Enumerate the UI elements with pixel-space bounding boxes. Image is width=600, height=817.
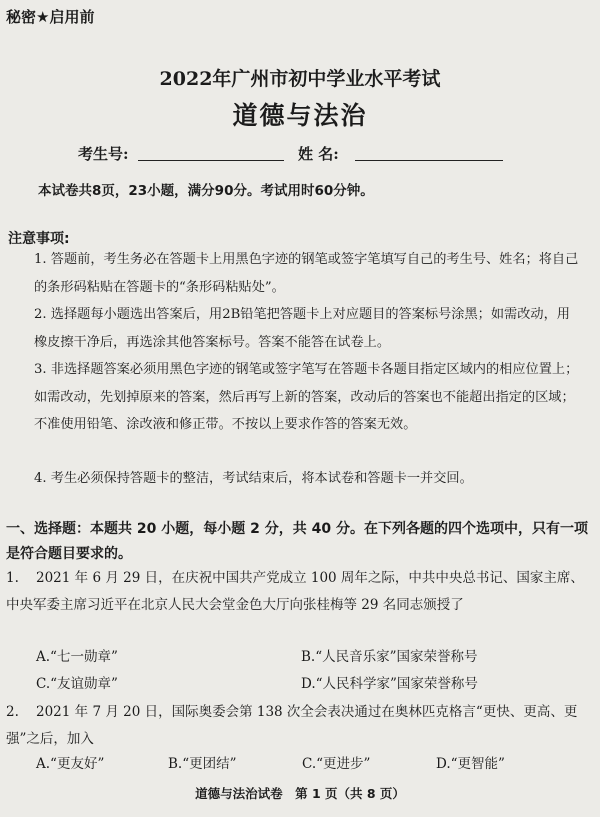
notice-item: 3. 非选择题答案必须用黑色字迹的钢笔或签字笔写在答题卡各题目指定区域内的相应位置上；如需改动，先划掉原来的答案，然后再写上新的答案，改动后的答案也不能超出指定的区域；不准使用铅笔、涂改液和修正带。不按以上要求作答的答案无效。 bbox=[34, 362, 579, 432]
option-a[interactable]: A.“更友好” bbox=[36, 756, 105, 772]
notice-item: 1. 答题前，考生务必在答题卡上用黑色字迹的钢笔或签字笔填写自己的考生号、姓名；将自己的条形码粘贴在答题卡的“条形码粘贴处”。 bbox=[34, 252, 579, 295]
notice-item: 4. 考生必须保持答题卡的整洁，考试结束后，将本试卷和答题卡一并交回。 bbox=[34, 471, 473, 486]
option-c[interactable]: C.“更进步” bbox=[302, 756, 371, 772]
question-number: 2. bbox=[6, 704, 19, 720]
candidate-name-blank[interactable] bbox=[355, 160, 503, 161]
option-d[interactable]: D.“人民科学家”国家荣誉称号 bbox=[301, 676, 478, 692]
option-d[interactable]: D.“更智能” bbox=[436, 756, 505, 772]
exam-description: 本试卷共8页，23小题，满分90分。考试用时60分钟。 bbox=[38, 183, 374, 199]
confidential-label: 秘密★启用前 bbox=[6, 8, 95, 26]
candidate-name-label: 姓 名: bbox=[298, 145, 339, 163]
section-heading: 一、选择题：本题共 20 小题，每小题 2 分，共 40 分。在下列各题的四个选项中，只有一项是符合题目要求的。 bbox=[6, 521, 588, 562]
question-stem: 2021 年 6 月 29 日，在庆祝中国共产党成立 100 周年之际，中共中央总书记、国家主席、中央军委主席习近平在北京人民大会堂金色大厅向张桂梅等 29 名同志颁授了 bbox=[6, 570, 584, 613]
notice-item: 2. 选择题每小题选出答案后，用2B铅笔把答题卡上对应题目的答案标号涂黑；如需改动，用橡皮擦干净后，再选涂其他答案标号。答案不能答在试卷上。 bbox=[34, 307, 570, 350]
subject-title: 道德与法治 bbox=[232, 101, 368, 130]
option-b[interactable]: B.“更团结” bbox=[168, 756, 237, 772]
candidate-id-label: 考生号: bbox=[78, 145, 129, 163]
option-a[interactable]: A.“七一勋章” bbox=[36, 649, 118, 665]
option-b[interactable]: B.“人民音乐家”国家荣誉称号 bbox=[301, 649, 478, 665]
option-c[interactable]: C.“友谊勋章” bbox=[36, 676, 118, 692]
candidate-id-blank[interactable] bbox=[138, 160, 284, 161]
exam-title: 2022年广州市初中学业水平考试 bbox=[159, 68, 441, 90]
question-2 bbox=[6, 699, 590, 753]
question-stem: 2021 年 7 月 20 日，国际奥委会第 138 次全会表决通过在奥林匹克格言“更快、更高、更强”之后，加入 bbox=[6, 704, 578, 747]
question-1 bbox=[6, 565, 590, 619]
page-footer: 道德与法治试卷 第 1 页（共 8 页） bbox=[195, 786, 405, 801]
question-number: 1. bbox=[6, 570, 19, 586]
notice-heading: 注意事项: bbox=[8, 231, 70, 247]
